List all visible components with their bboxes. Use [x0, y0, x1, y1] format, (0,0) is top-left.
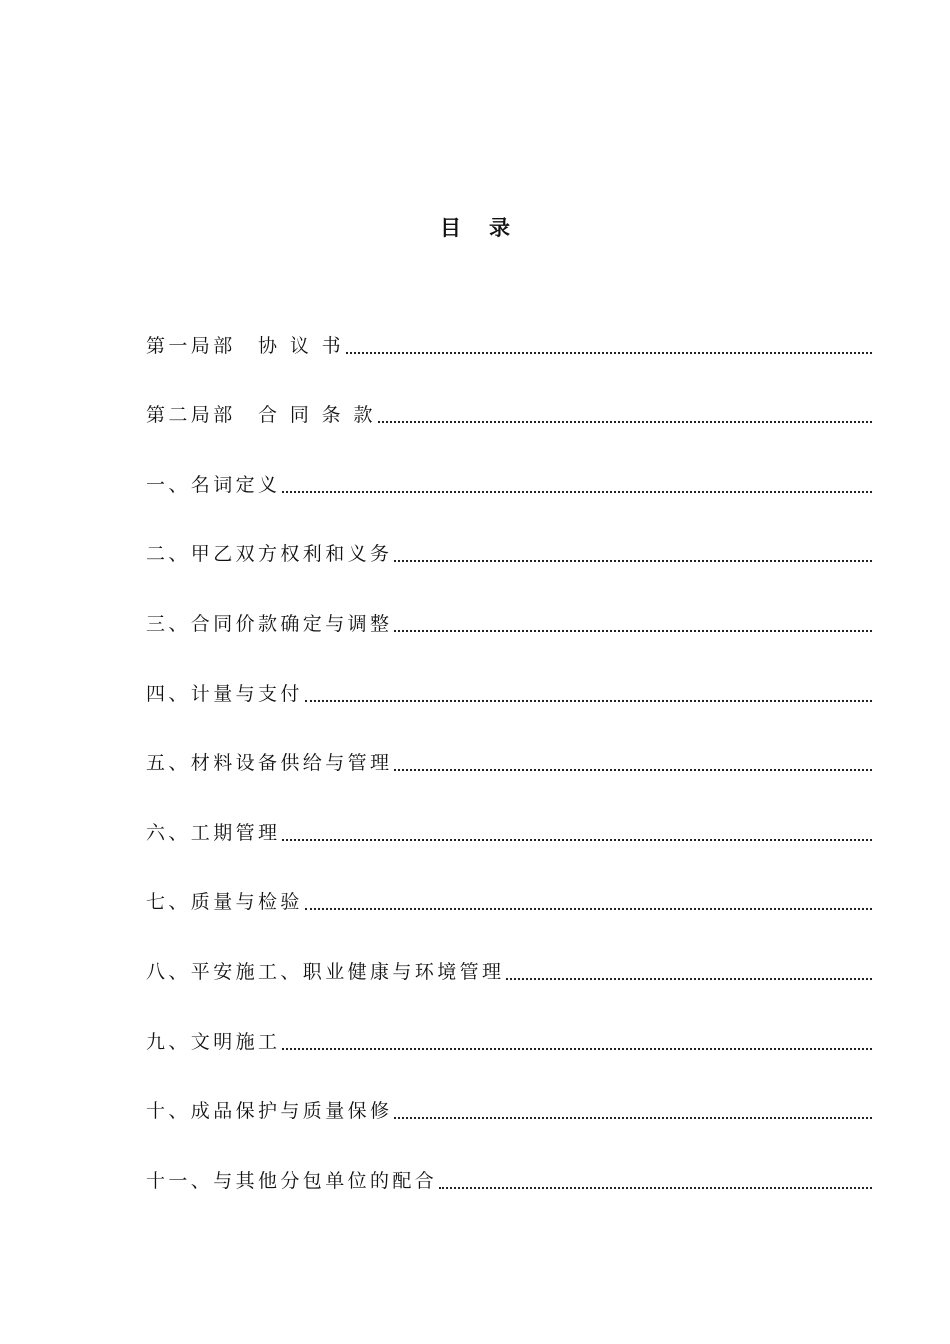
toc-entry-label: 九、文明施工 [146, 1030, 281, 1053]
toc-dot-leader [305, 700, 872, 702]
toc-dot-leader [346, 352, 872, 354]
toc-entry[interactable] [146, 288, 872, 358]
toc-entry[interactable] [146, 566, 872, 636]
toc-dot-leader [394, 1117, 872, 1119]
toc-entry[interactable] [146, 914, 872, 984]
toc-dot-leader [394, 560, 872, 562]
toc-entry[interactable] [146, 775, 872, 845]
toc-entry[interactable] [146, 845, 872, 915]
toc-dot-leader [394, 769, 872, 771]
toc-dot-leader [506, 978, 872, 980]
toc-entry[interactable] [146, 497, 872, 567]
toc-entry[interactable] [146, 984, 872, 1054]
toc-entry-label: 六、工期管理 [146, 821, 281, 844]
toc-entry[interactable] [146, 1054, 872, 1124]
toc-entry-label: 五、材料设备供给与管理 [146, 752, 393, 775]
toc-dot-leader [282, 1048, 872, 1050]
toc-dot-leader [378, 421, 872, 423]
toc-entry-label: 第二局部 合 同 条 款 [146, 404, 376, 427]
page-title: 目录 [440, 216, 538, 240]
toc-dot-leader [282, 491, 872, 493]
toc-dot-leader [439, 1187, 872, 1189]
toc-entry-label: 八、平安施工、职业健康与环境管理 [146, 960, 505, 983]
toc-dot-leader [282, 839, 872, 841]
toc-entry[interactable] [146, 358, 872, 428]
toc-entry-label: 三、合同价款确定与调整 [146, 612, 393, 635]
toc-dot-leader [305, 908, 872, 910]
toc-entry[interactable] [146, 1123, 872, 1193]
toc-entry-label: 第一局部 协 议 书 [146, 334, 345, 357]
toc-entry-label: 七、质量与检验 [146, 891, 303, 914]
toc-entry-label: 二、甲乙双方权利和义务 [146, 543, 393, 566]
toc-dot-leader [394, 630, 872, 632]
toc-entry-label: 一、名词定义 [146, 473, 281, 496]
toc-entry-label: 四、计量与支付 [146, 682, 303, 705]
toc-entry[interactable] [146, 427, 872, 497]
toc-entry[interactable] [146, 706, 872, 776]
toc-entry[interactable] [146, 636, 872, 706]
toc-entry-label: 十一、与其他分包单位的配合 [146, 1169, 438, 1192]
toc-entry-label: 十、成品保护与质量保修 [146, 1100, 393, 1123]
table-of-contents [146, 288, 872, 1193]
